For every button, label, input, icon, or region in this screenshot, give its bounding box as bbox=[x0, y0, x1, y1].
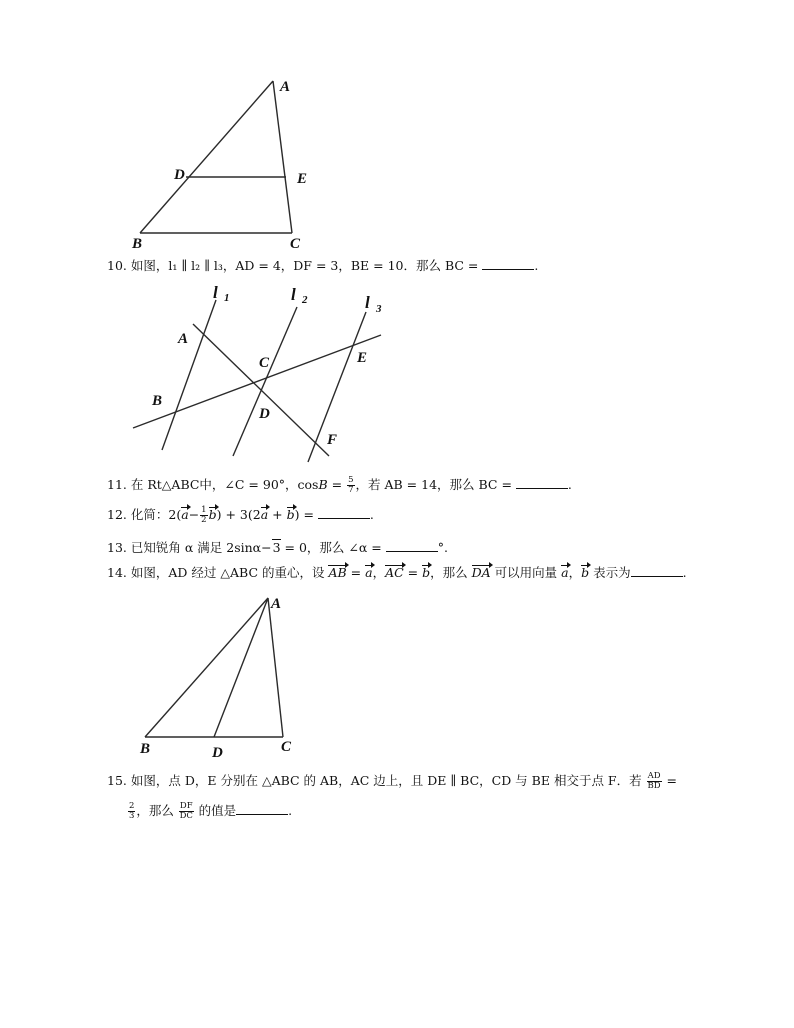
answer-blank[interactable] bbox=[631, 565, 683, 577]
label-l1-sub: 1 bbox=[224, 292, 230, 304]
label-l3-sub: 3 bbox=[376, 303, 382, 315]
question-text: 如图，点 D，E 分别在 △ABC 的 AB，AC 边上，且 DE ∥ BC，CD 与 BE 相交于点 F．若 bbox=[130, 773, 646, 788]
label-l2-sub: 2 bbox=[302, 294, 308, 306]
line-l1 bbox=[162, 300, 216, 450]
label-a: A bbox=[271, 596, 282, 612]
label-b: B bbox=[132, 236, 143, 252]
equals-sign: = bbox=[346, 565, 366, 580]
figure-triangle-de-parallel-bc bbox=[130, 75, 320, 255]
question-text-post: 可以用向量 bbox=[490, 565, 562, 580]
question-number: 11. bbox=[107, 477, 127, 492]
fraction-numerator: AD bbox=[647, 771, 661, 781]
segment-ac bbox=[273, 81, 292, 233]
question-text: 如图，AD 经过 △ABC 的重心，设 bbox=[130, 565, 329, 580]
equals-sign: = bbox=[662, 773, 677, 788]
label-l3: l bbox=[365, 293, 370, 312]
question-end: °. bbox=[437, 540, 448, 555]
answer-blank[interactable] bbox=[482, 258, 534, 270]
question-text-mid: ，那么 bbox=[430, 565, 472, 580]
figure-parallel-lines bbox=[125, 282, 395, 467]
fraction-ad-bd bbox=[647, 772, 662, 791]
separator: ， bbox=[372, 565, 386, 580]
fraction-numerator: 1 bbox=[201, 505, 207, 515]
plus-sign: + bbox=[268, 507, 287, 522]
question-number: 10. bbox=[107, 258, 127, 273]
question-end: . bbox=[682, 565, 687, 580]
fraction-numerator: 5 bbox=[348, 475, 354, 485]
question-text: 已知锐角 α 满足 2sinα− bbox=[130, 540, 272, 555]
label-e: E bbox=[357, 350, 368, 366]
label-f: F bbox=[327, 432, 338, 448]
line-af bbox=[193, 324, 329, 456]
question-text-post: = 0，那么 ∠α = bbox=[280, 540, 386, 555]
question-text-mid: ) + 3(2 bbox=[216, 507, 261, 522]
question-15-line-2 bbox=[127, 802, 292, 821]
equals-sign: = bbox=[403, 565, 423, 580]
question-text-post: 表示为 bbox=[589, 565, 631, 580]
label-c: C bbox=[259, 355, 270, 371]
fraction-two-thirds bbox=[128, 802, 135, 821]
label-a: A bbox=[280, 79, 291, 95]
question-11 bbox=[107, 476, 572, 495]
question-end: . bbox=[369, 507, 374, 522]
minus-sign: − bbox=[188, 507, 200, 522]
figure-triangle-median bbox=[135, 590, 305, 765]
question-12 bbox=[107, 506, 374, 525]
label-e: E bbox=[297, 171, 308, 187]
line-l2 bbox=[233, 307, 297, 456]
question-number: 15. bbox=[107, 773, 127, 788]
vector-a: a bbox=[561, 565, 569, 580]
sqrt-three: 3 bbox=[272, 540, 281, 555]
question-15 bbox=[107, 772, 677, 791]
answer-blank[interactable] bbox=[236, 803, 288, 815]
vector-da: DA bbox=[471, 565, 491, 580]
question-text-post: ，若 AB = 14，那么 BC = bbox=[355, 477, 516, 492]
line-be bbox=[133, 335, 381, 428]
vector-a: a bbox=[260, 507, 269, 522]
label-d: D bbox=[174, 167, 185, 183]
question-number: 13. bbox=[107, 540, 127, 555]
question-end: . bbox=[567, 477, 572, 492]
question-number: 14. bbox=[107, 565, 127, 580]
label-a: A bbox=[178, 331, 189, 347]
fraction-numerator: 2 bbox=[129, 801, 135, 811]
vector-b: b bbox=[581, 565, 590, 580]
label-b: B bbox=[152, 393, 163, 409]
vector-a: a bbox=[181, 507, 189, 522]
label-d: D bbox=[212, 745, 223, 761]
vector-ab: AB bbox=[328, 565, 347, 580]
label-l2: l bbox=[291, 285, 296, 304]
question-text-post: ) = bbox=[294, 507, 318, 522]
label-c: C bbox=[290, 236, 301, 252]
label-c: C bbox=[281, 739, 292, 755]
fraction-numerator: DF bbox=[179, 801, 193, 811]
label-l1: l bbox=[213, 283, 218, 302]
fraction-cos-value bbox=[347, 476, 354, 495]
question-text-post: 的值是 bbox=[194, 803, 237, 818]
question-text: ，那么 bbox=[136, 803, 178, 818]
segment-ac bbox=[268, 598, 283, 737]
vector-a: a bbox=[365, 565, 373, 580]
vector-ac: AC bbox=[385, 565, 404, 580]
fraction-df-dc bbox=[179, 802, 194, 821]
answer-blank[interactable] bbox=[516, 477, 568, 489]
question-10 bbox=[107, 258, 538, 274]
question-end: . bbox=[288, 803, 293, 818]
question-13 bbox=[107, 540, 448, 556]
answer-blank[interactable] bbox=[386, 540, 438, 552]
question-text: 化简：2( bbox=[130, 507, 182, 522]
segment-ad bbox=[214, 598, 268, 737]
fraction-half bbox=[200, 506, 207, 525]
vector-b: b bbox=[422, 565, 431, 580]
vector-b: b bbox=[208, 507, 217, 522]
question-number: 12. bbox=[107, 507, 127, 522]
separator: ， bbox=[568, 565, 582, 580]
fraction-denominator: DC bbox=[179, 811, 193, 821]
answer-blank[interactable] bbox=[318, 507, 370, 519]
equals-sign: = bbox=[327, 477, 347, 492]
question-end: . bbox=[534, 258, 539, 273]
variable-b: B bbox=[318, 477, 328, 492]
segment-ab bbox=[140, 81, 273, 233]
question-text: 如图，l₁ ∥ l₂ ∥ l₃，AD = 4，DF = 3，BE = 10．那么 BC = bbox=[130, 258, 483, 273]
fraction-denominator: BD bbox=[647, 781, 661, 791]
question-14 bbox=[107, 565, 687, 581]
label-b: B bbox=[140, 741, 151, 757]
vector-b: b bbox=[286, 507, 295, 522]
fraction-denominator: 7 bbox=[348, 485, 354, 495]
segment-ab bbox=[145, 598, 268, 737]
fraction-denominator: 3 bbox=[129, 811, 135, 821]
label-d: D bbox=[259, 406, 270, 422]
fraction-denominator: 2 bbox=[201, 515, 207, 525]
question-text: 在 Rt△ABC中，∠C = 90°，cos bbox=[130, 477, 319, 492]
